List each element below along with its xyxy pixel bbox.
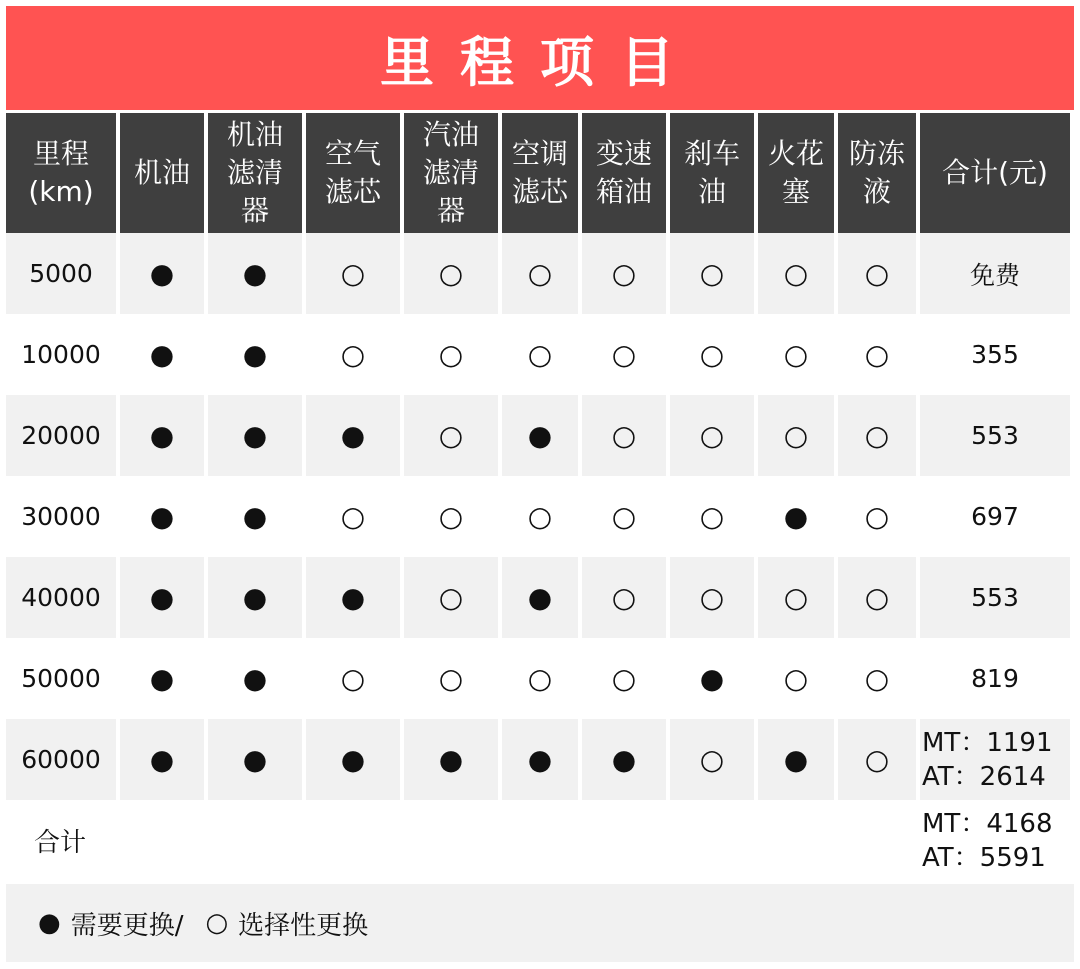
filled-circle-icon: ● xyxy=(783,500,809,533)
total-cell xyxy=(920,476,1070,557)
filled-circle-icon: ● xyxy=(306,395,400,476)
maintenance-table xyxy=(2,113,1074,881)
total-value: 355 xyxy=(971,340,1019,369)
filled-circle-icon: ● xyxy=(242,338,268,371)
filled-circle-icon: ● xyxy=(582,719,666,800)
header-cell: 空气 滤芯 xyxy=(306,113,400,233)
filled-circle-icon: ● xyxy=(149,500,175,533)
open-circle-icon: ○ xyxy=(758,233,834,314)
total-value: 553 xyxy=(971,583,1019,612)
open-circle-icon: ○ xyxy=(527,662,553,695)
filled-circle-icon: ● xyxy=(208,395,302,476)
open-circle-icon: ○ xyxy=(864,500,890,533)
open-circle-icon: ○ xyxy=(838,395,916,476)
table-row xyxy=(6,233,1070,314)
page-title: 里程项目 xyxy=(6,6,1074,110)
table-header-row xyxy=(6,113,1070,233)
open-circle-icon: ○ xyxy=(582,395,666,476)
open-circle-icon: ○ xyxy=(864,662,890,695)
header-cell: 里程 (km) xyxy=(6,113,116,233)
open-circle-icon: ○ xyxy=(670,557,754,638)
total-cell xyxy=(920,233,1070,314)
open-circle-icon: ○ xyxy=(582,557,666,638)
filled-circle-icon: ● xyxy=(149,662,175,695)
total-value: MT：1191 AT：2614 xyxy=(922,727,1053,792)
open-circle-icon: ○ xyxy=(404,557,498,638)
open-circle-icon: ○ xyxy=(611,338,637,371)
open-circle-icon: ○ xyxy=(838,557,916,638)
total-cell xyxy=(920,719,1070,800)
filled-circle-icon: ● xyxy=(502,557,578,638)
total-value: 553 xyxy=(971,421,1019,450)
header-cell: 火花 塞 xyxy=(758,113,834,233)
total-value: 819 xyxy=(971,664,1019,693)
header-cell: 汽油 滤清 器 xyxy=(404,113,498,233)
total-value: 免费 xyxy=(969,260,1020,290)
filled-circle-icon: ● xyxy=(120,719,204,800)
header-cell: 空调 滤芯 xyxy=(502,113,578,233)
filled-circle-icon: ● xyxy=(242,662,268,695)
mileage-cell: 5000 xyxy=(6,233,116,314)
table-row xyxy=(6,719,1070,800)
open-circle-icon: ○ xyxy=(838,233,916,314)
summary-label: 合计 xyxy=(34,828,87,858)
legend-open-text: 选择性更换 xyxy=(238,910,369,941)
filled-circle-icon: ● xyxy=(699,662,725,695)
open-circle-icon: ○ xyxy=(699,500,725,533)
filled-circle-icon: ● xyxy=(306,557,400,638)
filled-circle-icon: ● xyxy=(404,719,498,800)
open-circle-icon: ○ xyxy=(611,500,637,533)
open-circle-icon: ○ xyxy=(758,557,834,638)
open-circle-icon: ○ xyxy=(527,338,553,371)
open-circle-icon: ○ xyxy=(306,233,400,314)
mileage-cell: 50000 xyxy=(21,664,101,693)
total-value: 697 xyxy=(971,502,1019,531)
mileage-cell: 40000 xyxy=(6,557,116,638)
summary-total-cell xyxy=(920,800,1070,881)
open-circle-icon: ○ xyxy=(340,338,366,371)
open-circle-icon: ○ xyxy=(340,500,366,533)
filled-circle-icon: ● xyxy=(502,395,578,476)
open-circle-icon: ○ xyxy=(404,233,498,314)
header-cell: 变速 箱油 xyxy=(582,113,666,233)
total-cell xyxy=(920,395,1070,476)
open-circle-icon: ○ xyxy=(838,719,916,800)
total-cell xyxy=(920,557,1070,638)
open-circle-icon: ○ xyxy=(438,500,464,533)
mileage-cell: 30000 xyxy=(21,502,101,531)
open-circle-icon: ○ xyxy=(404,395,498,476)
summary-total: MT：4168 AT：5591 xyxy=(922,808,1053,873)
open-circle-icon: ○ xyxy=(670,395,754,476)
total-cell xyxy=(920,314,1070,395)
filled-circle-icon: ● xyxy=(120,557,204,638)
open-circle-icon: ○ xyxy=(527,500,553,533)
open-circle-icon: ○ xyxy=(340,662,366,695)
open-circle-icon: ○ xyxy=(670,719,754,800)
filled-circle-icon: ● xyxy=(120,233,204,314)
header-cell: 刹车 油 xyxy=(670,113,754,233)
filled-circle-icon: ● xyxy=(149,338,175,371)
filled-circle-icon: ● xyxy=(502,719,578,800)
mileage-cell: 10000 xyxy=(21,340,101,369)
open-circle-icon: ○ xyxy=(502,233,578,314)
open-circle-icon: ○ xyxy=(783,662,809,695)
filled-circle-icon: ● xyxy=(242,500,268,533)
filled-circle-icon: ● xyxy=(120,395,204,476)
open-circle-icon: ○ xyxy=(438,338,464,371)
table-row xyxy=(6,638,1070,719)
filled-circle-icon: ● xyxy=(758,719,834,800)
open-circle-icon: ○ xyxy=(438,662,464,695)
open-circle-icon: ○ xyxy=(611,662,637,695)
table-row xyxy=(6,557,1070,638)
mileage-cell: 20000 xyxy=(6,395,116,476)
filled-circle-icon: ● xyxy=(38,908,61,938)
table-row xyxy=(6,476,1070,557)
filled-circle-icon: ● xyxy=(208,233,302,314)
open-circle-icon: ○ xyxy=(582,233,666,314)
open-circle-icon: ○ xyxy=(670,233,754,314)
header-cell: 合计(元) xyxy=(920,113,1070,233)
open-circle-icon: ○ xyxy=(864,338,890,371)
filled-circle-icon: ● xyxy=(306,719,400,800)
mileage-cell: 60000 xyxy=(6,719,116,800)
open-circle-icon: ○ xyxy=(205,908,229,938)
open-circle-icon: ○ xyxy=(699,338,725,371)
legend xyxy=(6,884,1074,962)
header-cell: 机油 滤清 器 xyxy=(208,113,302,233)
open-circle-icon: ○ xyxy=(783,338,809,371)
legend-filled-text: 需要更换/ xyxy=(70,910,184,941)
filled-circle-icon: ● xyxy=(208,719,302,800)
header-cell: 机油 xyxy=(120,113,204,233)
header-cell: 防冻 液 xyxy=(838,113,916,233)
open-circle-icon: ○ xyxy=(758,395,834,476)
table-row xyxy=(6,395,1070,476)
summary-row xyxy=(6,800,1070,881)
filled-circle-icon: ● xyxy=(208,557,302,638)
total-cell xyxy=(920,638,1070,719)
table-row xyxy=(6,314,1070,395)
